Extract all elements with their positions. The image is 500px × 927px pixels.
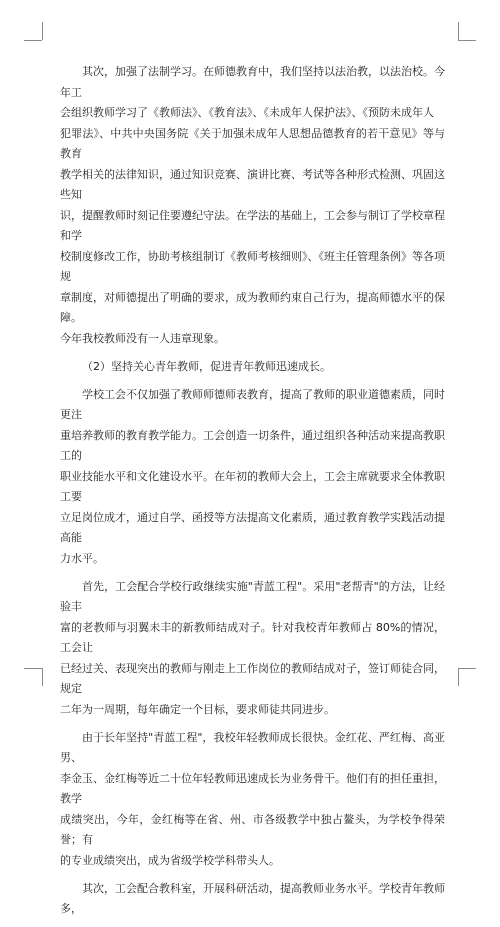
section-heading-text: （2）坚持关心青年教师，促进青年教师迅速成长。 (82, 359, 331, 373)
text-line: 重培养教师的教育教学能力。工会创造一切条件，通过组织各种活动来提高教职工的 (60, 428, 445, 462)
text-line: 富的老教师与羽翼未丰的新教师结成对子。针对我校青年教师占 80%的情况，工会让 (60, 620, 445, 654)
crop-mark-top-right-vertical (458, 22, 459, 40)
paragraph-blue-project (60, 577, 445, 721)
text-line: 学校工会不仅加强了教师师德师表教育，提高了教师的职业道德素质，同时更注 (60, 387, 445, 421)
text-line: 成绩突出，今年，金红梅等在省、州、市各级教学中独占鳌头，为学校争得荣誉；有 (60, 812, 445, 846)
text-line: 章制度，对师德提出了明确的要求，成为教师约束自己行为，提高师德水平的保障。 (60, 290, 445, 324)
text-line: 已经过关、表现突出的教师与刚走上工作岗位的教师结成对子，签订师徒合同，规定 (60, 661, 445, 695)
text-line: 由于长年坚持"青蓝工程"，我校年轻教师成长很快。金红花、严红梅、高亚男、 (60, 730, 445, 764)
text-line: 职业技能水平和文化建设水平。在年初的教师大会上，工会主席就要求全体教职工要 (60, 469, 445, 503)
text-line: 会组织教师学习了《教师法》、《教育法》、《未成年人保护法》、《预防未成年人 (60, 106, 434, 119)
crop-mark-top-left-vertical (42, 22, 43, 40)
text-line: 校制度修改工作，协助考核组制订《教师考核细则》、《班主任管理条例》等各项规 (60, 249, 445, 283)
paragraph-research-activities (60, 879, 445, 920)
crop-mark-bottom-right-vertical (458, 668, 459, 686)
paragraph-legal-study (60, 62, 445, 349)
paragraph-union-training (60, 385, 445, 570)
text-line: 教学相关的法律知识，通过知识竞赛、演讲比赛、考试等各种形式检测、巩固这些知 (60, 167, 445, 201)
text-line: 首先，工会配合学校行政继续实施"青蓝工程"。采用"老帮青"的方法，让经验丰 (60, 579, 445, 613)
text-line: 识，提醒教师时刻记住要遵纪守法。在学法的基础上，工会参与制订了学校章程和学 (60, 208, 445, 242)
text-line: 犯罪法》、中共中央国务院《关于加强未成年人思想品德教育的若干意见》等与教育 (60, 126, 445, 160)
text-line: 二年为一周期，每年确定一个目标，要求师徒共同进步。 (60, 702, 335, 716)
crop-mark-top-left-horizontal (24, 40, 42, 41)
text-line: 李金玉、金红梅等近二十位年轻教师迅速成长为业务骨干。他们有的担任重担，教学 (60, 771, 445, 805)
text-line: 力水平。 (60, 551, 104, 565)
text-line: 其次，工会配合教科室，开展科研活动，提高教师业务水平。学校青年教师多， (60, 881, 445, 915)
document-body (60, 62, 445, 927)
text-line: 立足岗位成才，通过自学、函授等方法提高文化素质，通过教育教学实践活动提高能 (60, 510, 445, 544)
text-line: 的专业成绩突出，成为省级学校学科带头人。 (60, 853, 280, 867)
crop-mark-top-right-horizontal (458, 40, 476, 41)
text-line: 今年我校教师没有一人违章现象。 (60, 331, 225, 345)
paragraph-young-teacher-growth (60, 728, 445, 872)
crop-mark-bottom-left-horizontal (24, 668, 42, 669)
crop-mark-bottom-right-horizontal (458, 668, 476, 669)
text-line: 其次，加强了法制学习。在师德教育中，我们坚持以法治教，以法治校。今年工 (60, 65, 445, 99)
crop-mark-bottom-left-vertical (42, 668, 43, 686)
section-heading-young-teachers (60, 357, 445, 378)
